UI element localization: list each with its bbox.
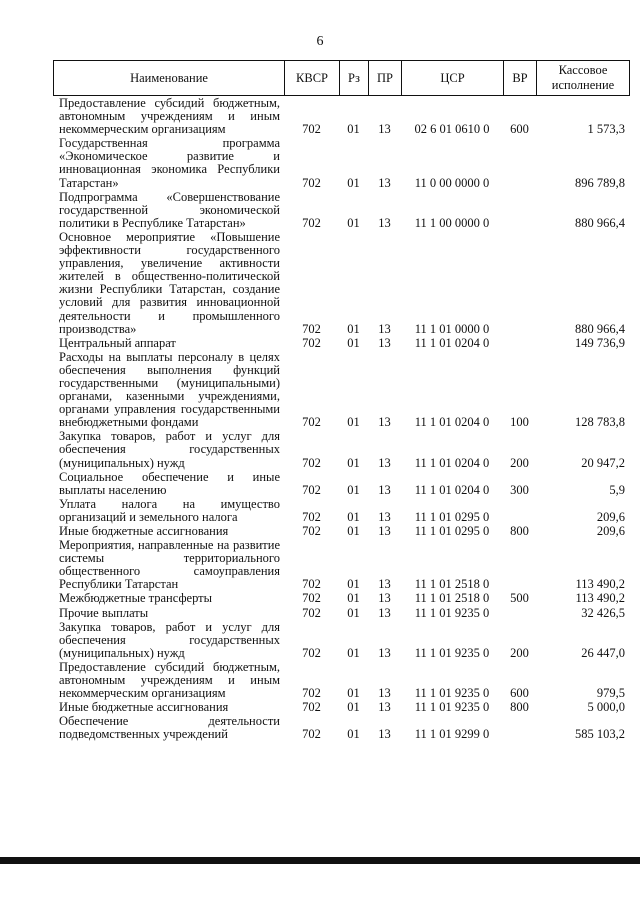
cell-pr: 13: [378, 605, 391, 620]
budget-table: [53, 96, 629, 742]
cell-vr: [503, 336, 536, 350]
cell-kvsr: 702: [302, 591, 321, 606]
cell-rz: 01: [347, 215, 360, 230]
table-row: [53, 429, 629, 469]
cell-amount: 32 426,5: [581, 605, 625, 620]
cell-pr: 13: [378, 591, 391, 606]
cell-kvsr: 702: [302, 215, 321, 230]
cell-kvsr: 702: [302, 577, 321, 592]
cell-pr: 13: [378, 321, 391, 336]
column-header-amount: Кассовое исполнение: [537, 61, 630, 96]
cell-rz: 01: [347, 122, 360, 137]
scan-bottom-edge: [0, 857, 640, 864]
cell-rz: 01: [347, 645, 360, 660]
cell-rz: 01: [347, 509, 360, 524]
cell-csr: 11 1 01 2518 0: [414, 577, 490, 592]
cell-amount: 880 966,4: [575, 215, 625, 230]
cell-vr: 800: [510, 700, 529, 715]
cell-rz: 01: [347, 482, 360, 497]
table-row: [53, 470, 629, 497]
column-header-name: Наименование: [54, 61, 285, 96]
table-row: [53, 497, 629, 524]
cell-pr: 13: [378, 509, 391, 524]
cell-csr: 02 6 01 0610 0: [414, 122, 490, 137]
cell-amount: 979,5: [596, 686, 625, 701]
cell-amount: 5,9: [609, 482, 625, 497]
cell-pr: 13: [378, 415, 391, 430]
table-row: [53, 700, 629, 714]
cell-csr: 11 1 01 9299 0: [414, 727, 490, 742]
cell-vr: [503, 606, 536, 620]
budget-table-body: [53, 96, 629, 742]
table-row: [53, 190, 629, 230]
cell-rz: 01: [347, 524, 360, 538]
cell-name: Основное мероприятие «Повышение эффективности государственного управления, увеличение активности жителей в общественно-политической жизни Республики Татарстан, создание условий для развития инновационной деятельности и промышленного производства»: [59, 229, 280, 336]
cell-kvsr: 702: [302, 335, 321, 350]
cell-kvsr: 702: [302, 509, 321, 524]
table-row: [53, 350, 629, 430]
cell-csr: 11 1 00 0000 0: [414, 215, 490, 230]
table-row: [53, 538, 629, 591]
cell-pr: 13: [378, 335, 391, 350]
cell-vr: 200: [510, 645, 529, 660]
table-row: [53, 524, 629, 538]
cell-name: Предоставление субсидий бюджетным, автономным учреждениям и иным некоммерческим организациям: [59, 96, 280, 137]
cell-amount: 149 736,9: [575, 335, 625, 350]
cell-csr: 11 1 01 0295 0: [414, 509, 490, 524]
cell-rz: 01: [347, 577, 360, 592]
cell-kvsr: 702: [302, 605, 321, 620]
table-row: [53, 620, 629, 660]
cell-csr: 11 1 01 9235 0: [414, 605, 490, 620]
cell-amount: 113 490,2: [575, 591, 625, 606]
cell-vr: 100: [510, 415, 529, 430]
cell-amount: 209,6: [596, 509, 625, 524]
cell-kvsr: 702: [302, 455, 321, 470]
table-row: [53, 660, 629, 700]
column-header-kvsr: КВСР: [285, 61, 340, 96]
cell-kvsr: 702: [302, 645, 321, 660]
cell-vr: 500: [510, 591, 529, 606]
cell-pr: 13: [378, 645, 391, 660]
cell-name: Закупка товаров, работ и услуг для обеспечения государственных (муниципальных) нужд: [59, 429, 280, 470]
table-row: [53, 606, 629, 620]
cell-amount: 5 000,0: [587, 700, 625, 715]
cell-vr: 600: [510, 122, 529, 137]
cell-kvsr: 702: [302, 727, 321, 742]
cell-amount: 585 103,2: [575, 727, 625, 742]
cell-name: Закупка товаров, работ и услуг для обеспечения государственных (муниципальных) нужд: [59, 619, 280, 660]
column-header-vr: ВР: [504, 61, 537, 96]
cell-vr: 600: [510, 686, 529, 701]
page-number: 6: [316, 34, 324, 49]
cell-amount: 113 490,2: [575, 577, 625, 592]
cell-pr: 13: [378, 122, 391, 137]
cell-csr: 11 1 01 2518 0: [414, 591, 490, 606]
cell-kvsr: 702: [302, 415, 321, 430]
cell-kvsr: 702: [302, 524, 321, 538]
cell-csr: 11 1 01 0000 0: [414, 321, 490, 336]
table-row: [53, 136, 629, 189]
cell-pr: 13: [378, 700, 391, 715]
cell-rz: 01: [347, 455, 360, 470]
cell-vr: 800: [510, 524, 529, 538]
cell-name: Иные бюджетные ассигнования: [59, 524, 229, 538]
cell-pr: 13: [378, 482, 391, 497]
table-row: [53, 96, 629, 136]
cell-pr: 13: [378, 524, 391, 538]
cell-rz: 01: [347, 605, 360, 620]
cell-amount: 20 947,2: [581, 455, 625, 470]
cell-csr: 11 1 01 0204 0: [414, 482, 490, 497]
table-header: [53, 60, 630, 96]
cell-pr: 13: [378, 455, 391, 470]
cell-pr: 13: [378, 686, 391, 701]
cell-kvsr: 702: [302, 321, 321, 336]
table-row: [53, 336, 629, 350]
cell-rz: 01: [347, 415, 360, 430]
cell-kvsr: 702: [302, 482, 321, 497]
cell-amount: 880 966,4: [575, 321, 625, 336]
cell-amount: 896 789,8: [575, 175, 625, 190]
table-row: [53, 230, 629, 336]
column-header-csr: ЦСР: [402, 61, 504, 96]
cell-amount: 128 783,8: [575, 415, 625, 430]
cell-rz: 01: [347, 686, 360, 701]
cell-name: Подпрограмма «Совершенствование государственной экономической политики в Республике Татарстан»: [59, 189, 280, 230]
cell-pr: 13: [378, 727, 391, 742]
cell-name: Прочие выплаты: [59, 605, 149, 620]
cell-name: Расходы на выплаты персоналу в целях обеспечения выполнения функций государственными (муниципальными) органами, казенными учреждениями, органами управления государственными внебюджетными фондами: [59, 349, 280, 430]
cell-pr: 13: [378, 215, 391, 230]
cell-csr: 11 1 01 0295 0: [414, 524, 490, 538]
table-row: [53, 714, 629, 741]
cell-vr: [503, 497, 536, 524]
cell-amount: 209,6: [596, 524, 625, 538]
cell-name: Межбюджетные трансферты: [59, 591, 213, 606]
cell-kvsr: 702: [302, 122, 321, 137]
cell-rz: 01: [347, 321, 360, 336]
cell-vr: [503, 714, 536, 741]
cell-csr: 11 1 01 9235 0: [414, 645, 490, 660]
cell-name: Обеспечение деятельности подведомственных учреждений: [59, 714, 280, 742]
cell-csr: 11 1 01 9235 0: [414, 700, 490, 715]
cell-name: Уплата налога на имущество организаций и земельного налога: [59, 496, 280, 524]
cell-vr: [503, 538, 536, 591]
cell-name: Предоставление субсидий бюджетным, автономным учреждениям и иным некоммерческим организациям: [59, 659, 280, 701]
cell-csr: 11 1 01 0204 0: [414, 415, 490, 430]
cell-csr: 11 1 01 0204 0: [414, 455, 490, 470]
cell-rz: 01: [347, 700, 360, 715]
cell-csr: 11 0 00 0000 0: [414, 175, 490, 190]
column-header-pr: ПР: [369, 61, 402, 96]
cell-amount: 26 447,0: [581, 645, 625, 660]
cell-pr: 13: [378, 577, 391, 592]
cell-vr: [503, 136, 536, 189]
cell-vr: [503, 230, 536, 336]
cell-name: Центральный аппарат: [59, 335, 176, 350]
cell-name: Государственная программа «Экономическое развитие и инновационная экономика Республики Татарстан»: [59, 136, 280, 190]
cell-csr: 11 1 01 0204 0: [414, 335, 490, 350]
cell-name: Иные бюджетные ассигнования: [59, 700, 229, 715]
cell-vr: 300: [510, 482, 529, 497]
cell-pr: 13: [378, 175, 391, 190]
cell-rz: 01: [347, 335, 360, 350]
cell-csr: 11 1 01 9235 0: [414, 686, 490, 701]
cell-name: Мероприятия, направленные на развитие системы территориального общественного самоуправления Республики Татарстан: [59, 538, 280, 592]
cell-name: Социальное обеспечение и иные выплаты населению: [59, 469, 280, 497]
cell-kvsr: 702: [302, 175, 321, 190]
cell-amount: 1 573,3: [587, 122, 625, 137]
table-row: [53, 591, 629, 605]
cell-kvsr: 702: [302, 686, 321, 701]
cell-kvsr: 702: [302, 700, 321, 715]
cell-vr: [503, 190, 536, 230]
cell-rz: 01: [347, 591, 360, 606]
column-header-rz: Рз: [340, 61, 369, 96]
cell-vr: 200: [510, 455, 529, 470]
cell-rz: 01: [347, 175, 360, 190]
cell-rz: 01: [347, 727, 360, 742]
